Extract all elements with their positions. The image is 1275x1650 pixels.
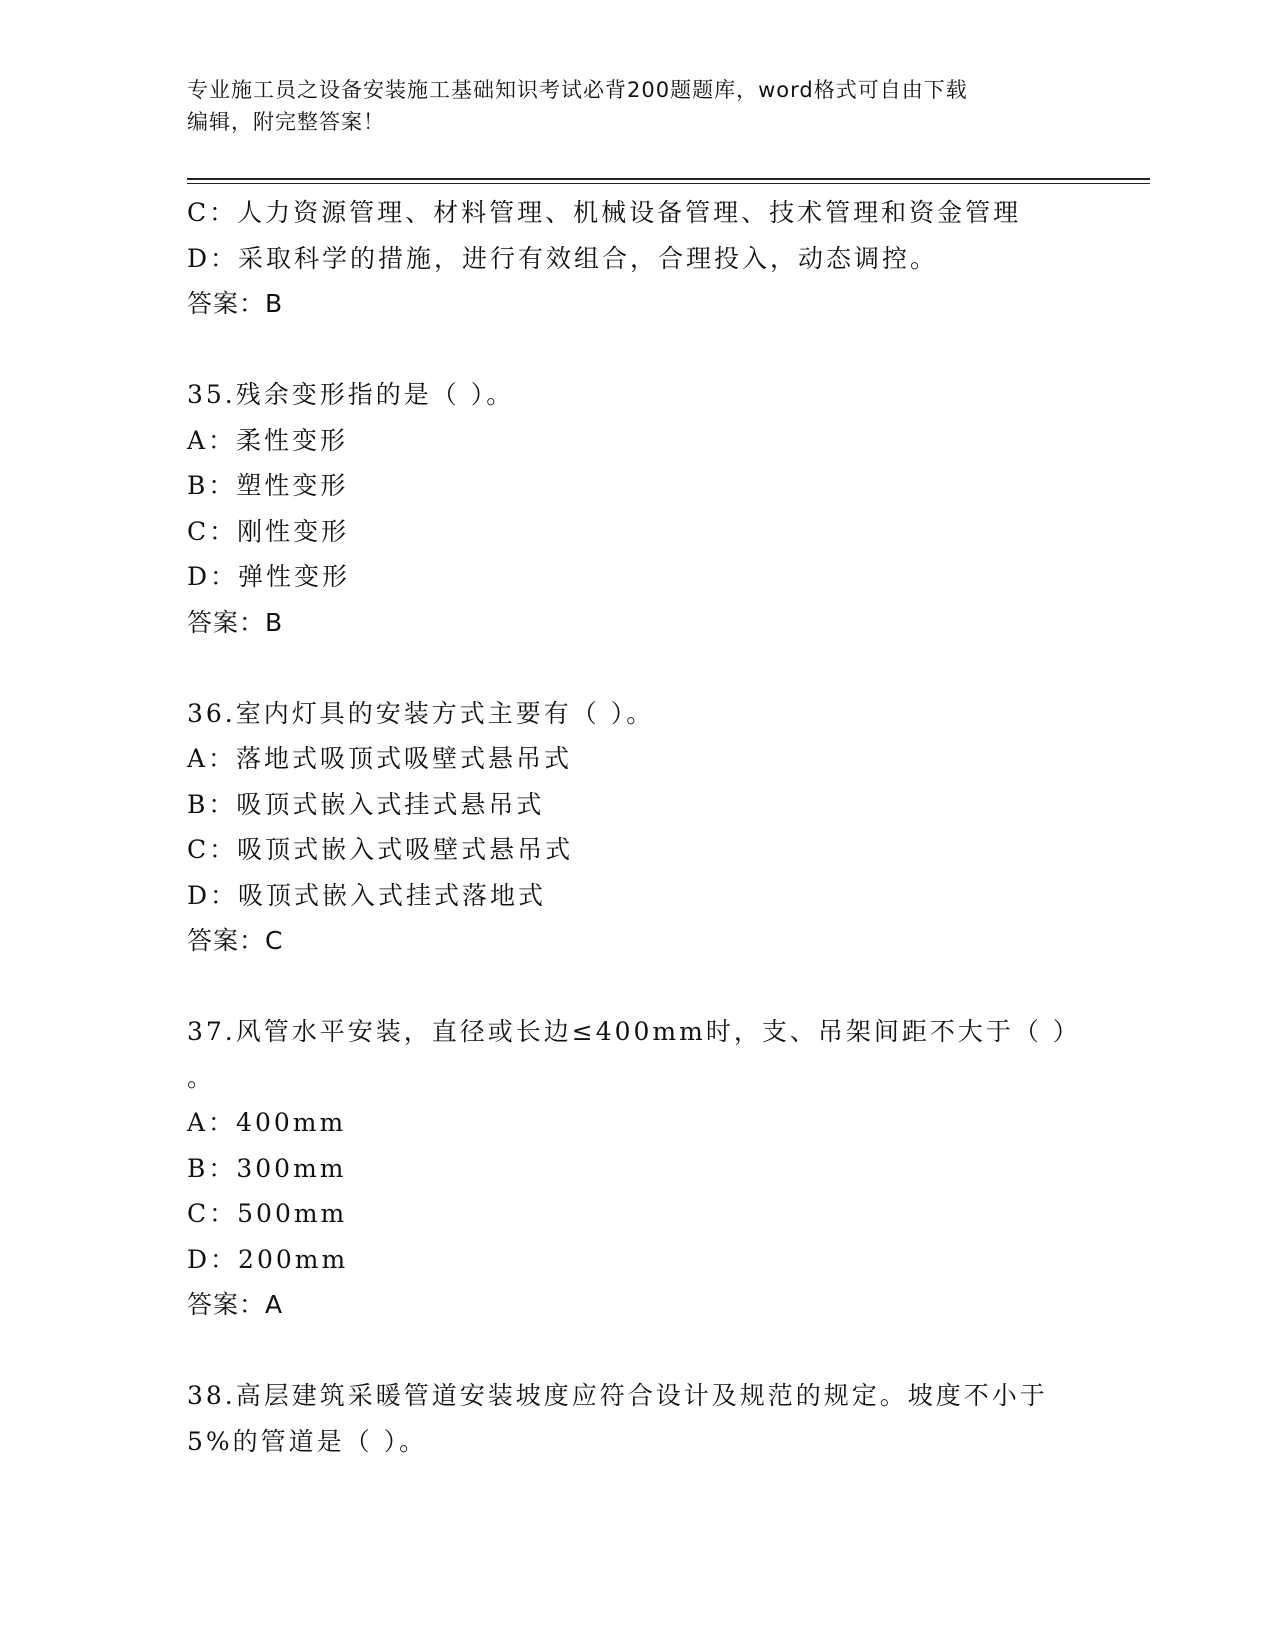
option-a: A：400mm [187, 1108, 347, 1137]
option-b: B：300mm [187, 1153, 347, 1183]
header-title-line-1: 专业施工员之设备安装施工基础知识考试必背200题题库，word格式可自由下载 [187, 78, 968, 102]
option-b: B：塑性变形 [187, 471, 349, 500]
answer-line: 答案：B [187, 607, 284, 637]
question-text: 36.室内灯具的安装方式主要有（ ）。 [187, 698, 655, 728]
header-rule-thick [187, 178, 1150, 180]
question-text: 35.残余变形指的是（ ）。 [187, 380, 515, 409]
option-a: A：柔性变形 [187, 425, 349, 455]
answer-line: 答案：C [187, 926, 284, 955]
question-text-line-1: 38.高层建筑采暖管道安装坡度应符合设计及规范的规定。坡度不小于 [187, 1381, 1048, 1410]
question-block-38 [187, 1373, 1087, 1464]
page-header [187, 74, 1087, 138]
question-block-36 [187, 691, 1087, 964]
option-d: D：200mm [187, 1244, 349, 1274]
option-c: C：人力资源管理、材料管理、机械设备管理、技术管理和资金管理 [187, 198, 1022, 227]
question-block-35 [187, 372, 1087, 645]
spacer [187, 645, 1087, 691]
option-a: A：落地式吸顶式吸壁式悬吊式 [187, 744, 573, 773]
spacer [187, 964, 1087, 1010]
question-text-line-2: 5%的管道是（ ）。 [187, 1426, 428, 1456]
spacer [187, 1328, 1087, 1374]
question-text-line-2: 。 [187, 1062, 216, 1092]
option-b: B：吸顶式嵌入式挂式悬吊式 [187, 789, 545, 819]
option-d: D：采取科学的措施，进行有效组合，合理投入，动态调控。 [187, 243, 939, 273]
answer-line: 答案：B [187, 289, 284, 318]
option-d: D：弹性变形 [187, 562, 351, 591]
question-text-line-1: 37.风管水平安装，直径或长边≤400mm时，支、吊架间距不大于（ ） [187, 1017, 1081, 1046]
option-c: C：500mm [187, 1199, 348, 1228]
spacer [187, 327, 1087, 373]
header-title-line-2: 编辑，附完整答案！ [187, 110, 385, 134]
question-block-37 [187, 1009, 1087, 1328]
question-list [187, 190, 1087, 1464]
answer-line: 答案：A [187, 1290, 284, 1319]
option-c: C：吸顶式嵌入式吸壁式悬吊式 [187, 835, 574, 864]
question-block-34 [187, 190, 1087, 327]
option-d: D：吸顶式嵌入式挂式落地式 [187, 880, 547, 910]
header-rule-thin [187, 183, 1150, 184]
option-c: C：刚性变形 [187, 516, 350, 546]
